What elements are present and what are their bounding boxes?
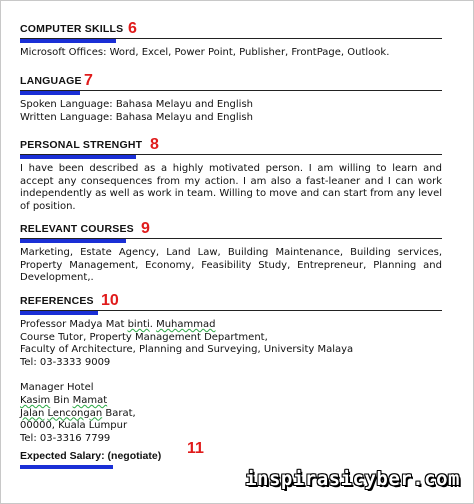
section-heading-row [20,16,442,39]
heading-underline-bar [20,311,98,315]
name-part: Muhammad [156,319,216,330]
section-number: 10 [101,292,119,309]
name-part: Professor Madya Mat [20,319,128,330]
body-line: Written Language: Bahasa Melayu and English [20,111,253,123]
reference-address [20,408,442,421]
name-part: Kasim [20,394,51,406]
reference-name [20,395,442,408]
section-number: 9 [141,220,150,237]
section-heading: LANGUAGE [20,75,82,87]
watermark: inspirasicyber.com [245,468,460,490]
body-line: Spoken Language: Bahasa Melayu and English [20,99,254,110]
reference-1 [20,319,442,369]
address-part: Barat, [102,407,136,419]
salary-underline-bar [20,465,113,469]
name-part: Bin [50,394,73,406]
expected-salary [20,450,161,462]
name-part: binti [127,319,150,330]
section-references [20,288,442,445]
salary-label: Expected Salary: [20,450,105,462]
section-heading-row [20,132,442,155]
reference-line: Tel: 03-3316 7799 [20,432,111,444]
heading-underline-bar [20,239,126,243]
section-language [20,68,442,124]
section-number: 8 [150,136,159,153]
heading-underline-bar [20,91,80,95]
section-body: Marketing, Estate Agency, Land Law, Building Maintenance, Building services, Property Management, Economy, Feasibility Study, Entrepreneur, Planning and Development,. [20,247,442,284]
section-personal-strength [20,132,442,213]
heading-underline-bar [20,155,136,159]
section-heading-row [20,68,442,91]
name-part: Mamat [72,394,108,406]
reference-line: Tel: 03-3333 9009 [20,356,111,368]
section-heading: RELEVANT COURSES [20,223,134,235]
salary-value: (negotiate) [104,450,162,462]
section-number: 6 [128,20,137,37]
reference-title: Manager Hotel [20,382,94,394]
name-part: . [149,319,157,330]
section-heading: REFERENCES [20,295,94,307]
address-part: Jalan [20,407,45,419]
section-body [20,99,442,124]
section-number: 7 [84,72,93,89]
section-body: I have been described as a highly motivated person. I am willing to learn and accept any consequences from my action. I am also a fast-leaner and I can work independently as well as work in team. Willing to move and can start from any level of position. [20,163,442,212]
reference-line: 00000, Kuala Lumpur [20,420,128,432]
reference-2 [20,382,442,445]
section-heading-row [20,216,442,239]
reference-name [20,319,442,332]
section-heading: COMPUTER SKILLS [20,23,124,35]
section-body: Microsoft Offices: Word, Excel, Power Point, Publisher, FrontPage, Outlook. [20,47,390,58]
section-number: 11 [187,440,204,457]
section-relevant-courses [20,216,442,285]
section-heading-row [20,288,442,311]
reference-line: Faculty of Architecture, Planning and Surveying, University Malaya [20,344,354,356]
heading-underline-bar [20,39,116,43]
address-part: Lencongan [47,407,103,419]
section-computer-skills [20,16,442,60]
reference-line: Course Tutor, Property Management Department, [20,331,268,343]
section-heading: PERSONAL STRENGHT [20,139,143,151]
